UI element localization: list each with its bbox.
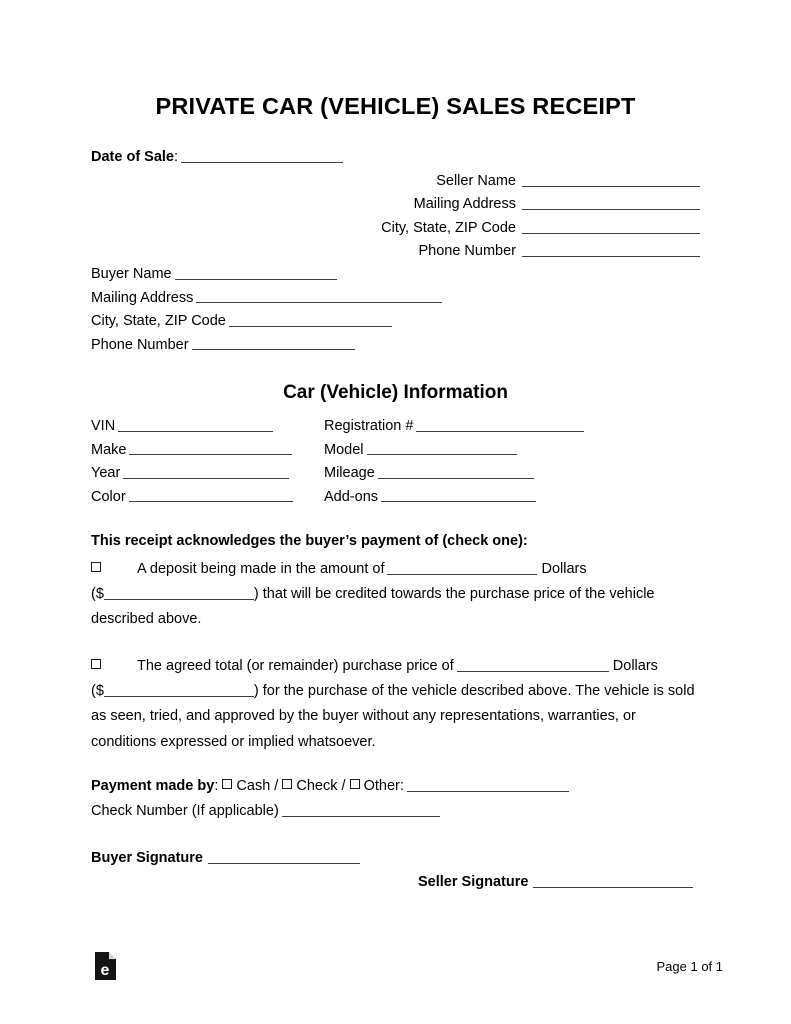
payment-cash-label: Cash	[236, 777, 271, 794]
registration-input[interactable]	[416, 417, 584, 432]
total-option-checkbox[interactable]	[91, 659, 101, 669]
deposit-amount-figure-input[interactable]	[104, 585, 254, 600]
payment-method-label: Payment made by	[91, 777, 215, 794]
payment-check-checkbox[interactable]	[282, 779, 292, 789]
addons-label: Add-ons	[324, 488, 379, 505]
seller-city-state-zip-row	[260, 217, 700, 241]
vehicle-section-heading: Car (Vehicle) Information	[283, 382, 508, 403]
date-of-sale-colon: :	[174, 148, 179, 165]
deposit-dollar-open: ($	[91, 586, 104, 603]
seller-name-label: Seller Name	[436, 172, 516, 189]
mileage-label: Mileage	[324, 464, 375, 481]
buyer-info-block	[91, 263, 442, 357]
seller-info-block	[260, 170, 700, 264]
svg-text:e: e	[100, 962, 110, 979]
payment-other-input[interactable]	[407, 777, 569, 792]
seller-phone-number-label: Phone Number	[418, 243, 516, 260]
buyer-name-row	[91, 263, 442, 287]
seller-mailing-address-input[interactable]	[522, 196, 700, 211]
buyer-signature-row	[91, 847, 360, 866]
deposit-currency-word: Dollars	[541, 561, 587, 577]
buyer-signature-input[interactable]	[208, 849, 360, 864]
check-number-row	[91, 800, 440, 819]
total-currency-word: Dollars	[612, 658, 658, 674]
page-number: Page 1 of 1	[656, 959, 723, 974]
vehicle-row-make-model	[91, 439, 711, 463]
mileage-field	[324, 462, 711, 486]
mileage-input[interactable]	[378, 464, 534, 479]
seller-city-state-zip-input[interactable]	[522, 219, 700, 234]
seller-name-row	[260, 170, 700, 194]
year-input[interactable]	[123, 464, 289, 479]
buyer-city-state-zip-row	[91, 310, 442, 334]
date-of-sale-label: Date of Sale	[91, 148, 174, 165]
deposit-option-text-before: A deposit being made in the amount of	[137, 561, 385, 577]
payment-separator-2: /	[341, 777, 346, 794]
buyer-mailing-address-row	[91, 287, 442, 311]
total-option-text-after: ) for the purchase of the vehicle described above. The vehicle is sold as seen, tried, and approved by the buyer without any representations, warranties, or conditions expressed or implied whatsoever.	[91, 683, 695, 750]
total-option-text-before: The agreed total (or remainder) purchase price of	[137, 658, 454, 674]
vehicle-row-vin-registration	[91, 415, 711, 439]
make-input[interactable]	[129, 441, 292, 456]
seller-name-input[interactable]	[522, 172, 700, 187]
date-of-sale-row	[91, 146, 343, 165]
model-input[interactable]	[367, 441, 517, 456]
payment-method-colon: :	[214, 777, 219, 794]
page-title: PRIVATE CAR (VEHICLE) SALES RECEIPT	[155, 93, 636, 119]
buyer-phone-number-label: Phone Number	[91, 336, 189, 353]
acknowledgement-heading: This receipt acknowledges the buyer’s payment of (check one):	[91, 533, 528, 549]
color-label: Color	[91, 488, 126, 505]
make-field	[91, 439, 324, 463]
buyer-city-state-zip-input[interactable]	[229, 312, 392, 327]
deposit-option-text-after: ) that will be credited towards the purchase price of the vehicle described above.	[91, 586, 655, 628]
payment-other-label: Other:	[363, 777, 404, 794]
registration-field	[324, 415, 711, 439]
buyer-phone-number-row	[91, 334, 442, 358]
date-of-sale-input[interactable]	[181, 148, 343, 163]
total-option-paragraph	[91, 654, 699, 755]
total-amount-figure-input[interactable]	[104, 682, 254, 697]
buyer-city-state-zip-label: City, State, ZIP Code	[91, 312, 226, 329]
deposit-amount-words-input[interactable]	[387, 560, 537, 575]
seller-signature-input[interactable]	[533, 873, 693, 888]
total-amount-words-input[interactable]	[457, 657, 609, 672]
buyer-mailing-address-label: Mailing Address	[91, 289, 194, 306]
payment-method-row	[91, 775, 569, 794]
buyer-mailing-address-input[interactable]	[196, 289, 442, 304]
vehicle-row-year-mileage	[91, 462, 711, 486]
addons-input[interactable]	[381, 488, 536, 503]
color-input[interactable]	[129, 488, 293, 503]
seller-phone-number-input[interactable]	[522, 243, 700, 258]
payment-other-checkbox[interactable]	[350, 779, 360, 789]
seller-mailing-address-row	[260, 194, 700, 218]
check-number-label: Check Number (If applicable)	[91, 802, 279, 819]
vehicle-info-grid	[91, 415, 711, 509]
check-number-input[interactable]	[282, 802, 440, 817]
year-label: Year	[91, 464, 121, 481]
vin-field	[91, 415, 324, 439]
vin-label: VIN	[91, 417, 116, 434]
payment-cash-checkbox[interactable]	[222, 779, 232, 789]
buyer-name-input[interactable]	[175, 265, 337, 280]
seller-signature-row	[418, 871, 693, 890]
buyer-signature-label: Buyer Signature	[91, 849, 203, 866]
addons-field	[324, 486, 711, 510]
model-field	[324, 439, 711, 463]
make-label: Make	[91, 441, 127, 458]
registration-label: Registration #	[324, 417, 414, 434]
buyer-phone-number-input[interactable]	[192, 336, 355, 351]
model-label: Model	[324, 441, 364, 458]
payment-check-label: Check	[296, 777, 338, 794]
seller-mailing-address-label: Mailing Address	[413, 196, 516, 213]
vin-input[interactable]	[118, 417, 273, 432]
total-dollar-open: ($	[91, 683, 104, 700]
eforms-document-logo-icon	[94, 951, 118, 981]
buyer-name-label: Buyer Name	[91, 265, 172, 282]
seller-signature-label: Seller Signature	[418, 873, 529, 890]
seller-phone-number-row	[260, 241, 700, 265]
color-field	[91, 486, 324, 510]
deposit-option-checkbox[interactable]	[91, 562, 101, 572]
year-field	[91, 462, 324, 486]
deposit-option-paragraph	[91, 557, 699, 633]
vehicle-row-color-addons	[91, 486, 711, 510]
seller-city-state-zip-label: City, State, ZIP Code	[381, 219, 516, 236]
payment-separator-1: /	[274, 777, 279, 794]
